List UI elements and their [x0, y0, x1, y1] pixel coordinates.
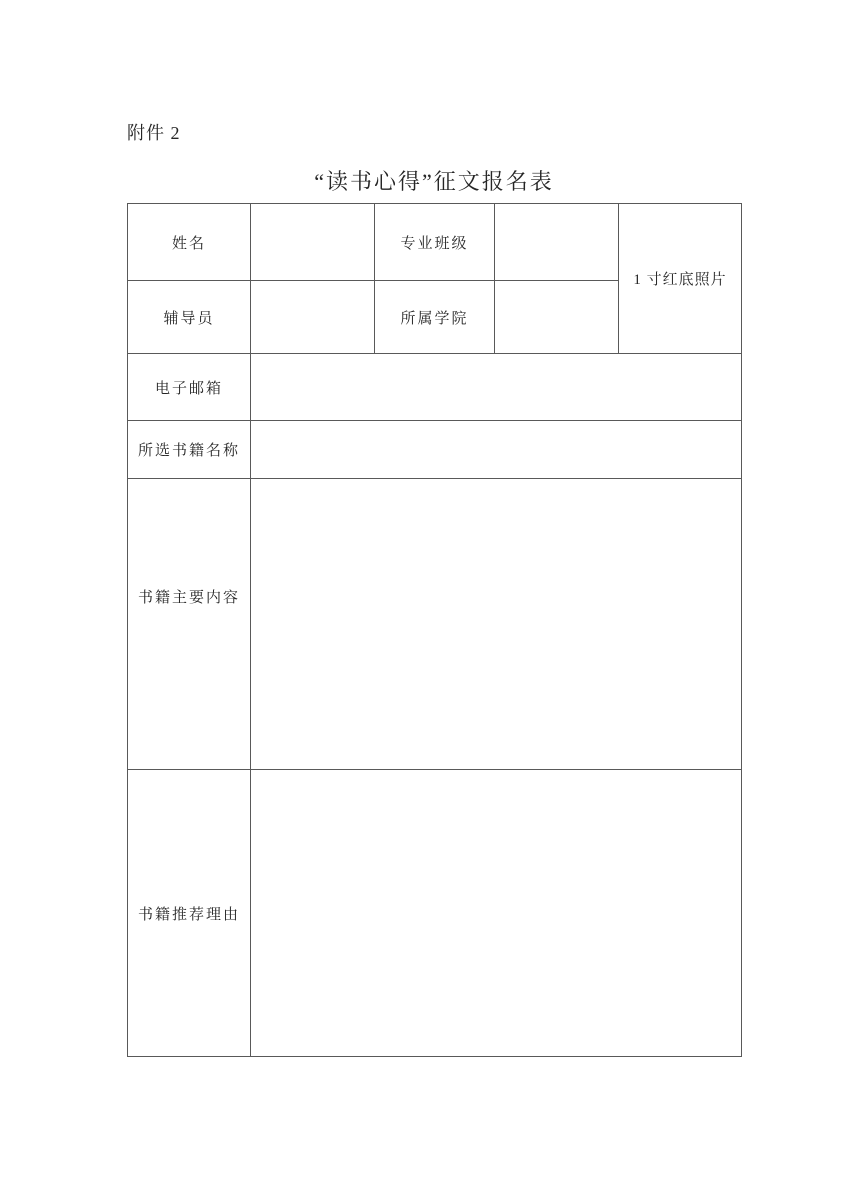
counselor-label-cell: [128, 281, 251, 354]
name-label: 姓名: [171, 235, 206, 252]
book-title-label: 所选书籍名称: [137, 443, 240, 459]
book-content-label: 书籍主要内容: [137, 589, 240, 606]
book-content-label-cell: [128, 479, 251, 770]
name-label-cell: [128, 204, 251, 281]
row-name-major: [128, 204, 742, 281]
counselor-input-cell[interactable]: [251, 281, 375, 354]
major-class-input-cell[interactable]: [495, 204, 619, 281]
registration-form-table: [127, 203, 742, 1057]
book-reason-label-cell: [128, 770, 251, 1057]
row-book-content: [128, 479, 742, 770]
email-label-cell: [128, 354, 251, 421]
attachment-label: 附件 2: [127, 123, 181, 143]
major-class-label: 专业班级: [400, 235, 469, 252]
book-reason-label: 书籍推荐理由: [137, 906, 240, 923]
college-label-cell: [375, 281, 495, 354]
email-label: 电子邮箱: [154, 380, 223, 397]
college-label: 所属学院: [400, 310, 469, 327]
photo-label: 1 寸红底照片: [633, 272, 727, 288]
book-title-input-cell[interactable]: [251, 421, 742, 479]
name-input-cell[interactable]: [251, 204, 375, 281]
book-reason-input-cell[interactable]: [251, 770, 742, 1057]
row-book-reason: [128, 770, 742, 1057]
row-book-title: [128, 421, 742, 479]
counselor-label: 辅导员: [163, 310, 215, 327]
form-title: “读书心得”征文报名表: [314, 169, 554, 194]
row-email: [128, 354, 742, 421]
email-input-cell[interactable]: [251, 354, 742, 421]
book-title-label-cell: [128, 421, 251, 479]
major-class-label-cell: [375, 204, 495, 281]
book-content-input-cell[interactable]: [251, 479, 742, 770]
photo-placeholder-cell[interactable]: [619, 204, 742, 354]
college-input-cell[interactable]: [495, 281, 619, 354]
